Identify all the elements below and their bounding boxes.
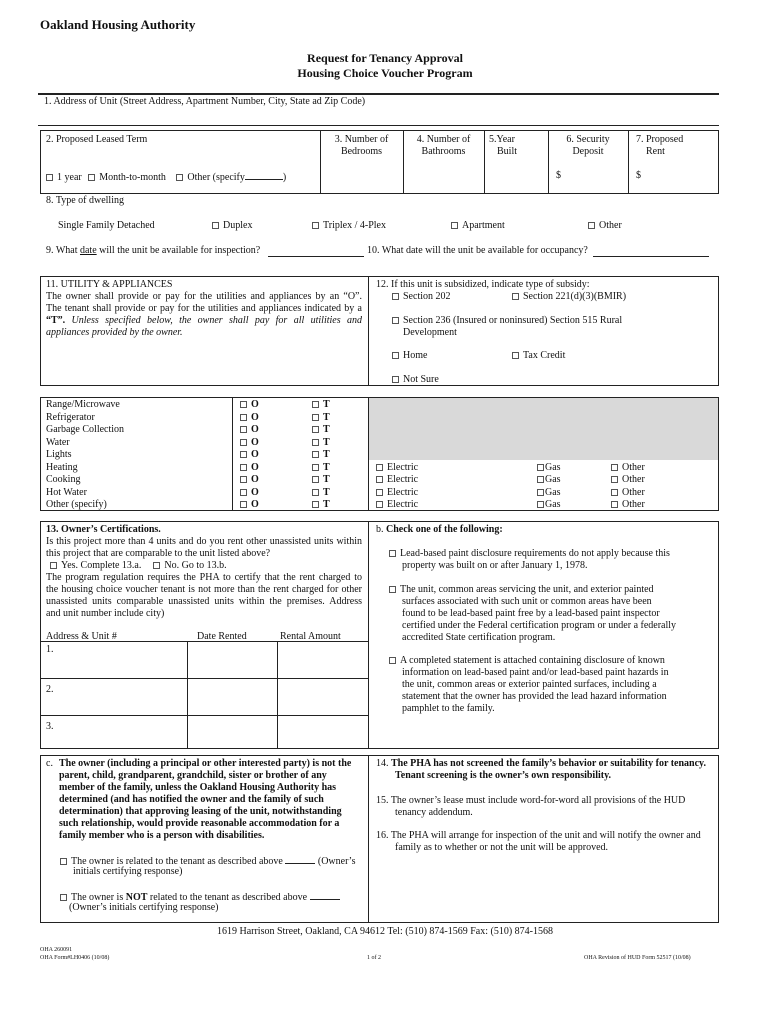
page-number: 1 of 2 — [367, 955, 381, 961]
q13-no-label: No. Go to 13.b. — [164, 560, 227, 571]
q6-label1: 6. Security — [566, 134, 610, 145]
utility-row-label: Hot Water — [46, 487, 87, 498]
q10-label: 10. What date will the unit be available for occupancy? — [367, 245, 588, 256]
utility-row-label: Heating — [46, 462, 78, 473]
related-label2: initials certifying response) — [73, 866, 183, 877]
checkbox-electric[interactable] — [376, 464, 383, 471]
utility-tenant-option: T — [312, 462, 330, 474]
fuel-gas: Gas — [537, 462, 561, 474]
utilities-shaded-area — [369, 398, 718, 460]
checkbox-fuel-other[interactable] — [611, 501, 618, 508]
checkbox-owner[interactable] — [240, 426, 247, 433]
dwelling-single-family: Single Family Detached — [58, 220, 155, 231]
utility-tenant-option: T — [312, 412, 330, 424]
q13c-text: The owner (including a principal or other interested party) is not the parent, child, grandparent, grandchild, sister or brother of any member of the family, unless the Oakland Housing Authority has determined (and has notified the owner and the family of such determination) that approving leasing of the unit, notwithstanding such relationship, would provide reasonable accommodation for a family member who is a person with disabilities. — [59, 758, 352, 841]
q15-line1: 15. The owner’s lease must include word-for-word all provisions of the HUD — [376, 795, 686, 806]
utility-owner-option: O — [240, 424, 259, 436]
q13-heading: 13. Owner’s Certifications. — [46, 524, 161, 535]
checkbox-tenant[interactable] — [312, 476, 319, 483]
notrel-label-c: related to the tenant as described above — [147, 892, 308, 903]
rent-dollar: $ — [636, 170, 641, 181]
checkbox-tenant[interactable] — [312, 451, 319, 458]
related-label: The owner is related to the tenant as described above — [71, 856, 283, 867]
checkbox-electric[interactable] — [376, 476, 383, 483]
rule — [38, 125, 719, 126]
checkbox-electric[interactable] — [376, 489, 383, 496]
q13c-prefix: c. — [46, 758, 53, 769]
inspection-date-input[interactable] — [268, 256, 364, 257]
home-label: Home — [403, 350, 428, 361]
checkbox-13-yes[interactable] — [50, 562, 57, 569]
notrel-label-a: The owner is — [71, 892, 126, 903]
utility-row-label: Cooking — [46, 474, 81, 485]
fuel-electric: Electric — [376, 474, 418, 486]
checkbox-fuel-other[interactable] — [611, 464, 618, 471]
duplex-label: Duplex — [223, 220, 253, 231]
q14-line2: Tenant screening is the owner’s own responsibility. — [395, 770, 612, 781]
utility-tenant-option: T — [312, 499, 330, 511]
notrel-label-not: NOT — [125, 892, 148, 903]
checkbox-tax-credit[interactable] — [512, 352, 519, 359]
checkbox-not-sure[interactable] — [392, 376, 399, 383]
q15-line2: tenancy addendum. — [395, 807, 473, 818]
utility-tenant-option: T — [312, 449, 330, 461]
col-address: Address & Unit # — [46, 631, 117, 642]
utility-tenant-option: T — [312, 487, 330, 499]
utility-owner-option: O — [240, 462, 259, 474]
checkbox-gas[interactable] — [537, 464, 544, 471]
fuel-gas: Gas — [537, 499, 561, 511]
utility-owner-option: O — [240, 499, 259, 511]
s221-label: Section 221(d)(3)(BMIR) — [523, 291, 627, 302]
checkbox-lead-exempt[interactable] — [389, 550, 396, 557]
checkbox-owner[interactable] — [240, 501, 247, 508]
col-date-rented: Date Rented — [197, 631, 247, 642]
dwelling-duplex — [212, 220, 252, 232]
utility-owner-option: O — [240, 474, 259, 486]
q2-label: 2. Proposed Leased Term — [46, 134, 148, 145]
q16-line2: family as to whether or not the unit will be approved. — [395, 842, 609, 853]
utility-row-label: Water — [46, 437, 70, 448]
other-dwelling-label: Other — [599, 220, 622, 231]
checkbox-duplex[interactable] — [212, 222, 219, 229]
s202-label: Section 202 — [403, 291, 451, 302]
checkbox-owner[interactable] — [240, 401, 247, 408]
checkbox-owner[interactable] — [240, 451, 247, 458]
q3-label2: Bedrooms — [340, 146, 383, 157]
checkbox-owner[interactable] — [240, 439, 247, 446]
checkbox-home[interactable] — [392, 352, 399, 359]
form-number: OHA 260091 — [40, 947, 73, 953]
deposit-dollar: $ — [556, 170, 561, 181]
checkbox-owner[interactable] — [240, 476, 247, 483]
term-mtm-label: Month-to-month — [99, 172, 166, 183]
checkbox-13-no[interactable] — [153, 562, 160, 569]
utility-tenant-option: T — [312, 437, 330, 449]
checkbox-1-year[interactable] — [46, 174, 53, 181]
lead-opt1-line2: property was built on or after January 1, 1978. — [402, 560, 588, 571]
comparable-row-1: 1. — [46, 644, 54, 655]
q5-label1: 5.Year — [489, 134, 515, 145]
checkbox-tenant[interactable] — [312, 489, 319, 496]
q3-label1: 3. Number of — [334, 134, 389, 145]
form-title: Request for Tenancy Approval — [307, 51, 463, 65]
checkbox-gas[interactable] — [537, 476, 544, 483]
not-sure-label: Not Sure — [403, 374, 439, 385]
q13-regulation: The program regulation requires the PHA to certify that the rent charged to the housing choice voucher tenant is not more than the rent charged for other unassisted units comparable unassisted units within the premises. Address and unit number include city) — [46, 572, 362, 619]
checkbox-tenant[interactable] — [312, 401, 319, 408]
q6-label2: Deposit — [572, 146, 604, 157]
footer-address: 1619 Harrison Street, Oakland, CA 94612 Tel: (510) 874-1569 Fax: (510) 874-1568 — [216, 926, 553, 937]
utility-owner-option: O — [240, 437, 259, 449]
utility-owner-option: O — [240, 487, 259, 499]
utility-row-label: Other (specify) — [46, 499, 107, 510]
checkbox-owner-related[interactable] — [60, 858, 67, 865]
utility-owner-option: O — [240, 449, 259, 461]
checkbox-lead-free[interactable] — [389, 586, 396, 593]
utility-tenant-option: T — [312, 474, 330, 486]
related-label-end: (Owner’s — [317, 856, 356, 867]
lead-opt3-line1: A completed statement is attached containing disclosure of known — [400, 655, 665, 666]
checkbox-triplex[interactable] — [312, 222, 319, 229]
form-subtitle: Housing Choice Voucher Program — [297, 66, 473, 80]
comparable-row-2: 2. — [46, 684, 54, 695]
utility-row-label: Range/Microwave — [46, 399, 120, 410]
checkbox-other-dwelling[interactable] — [588, 222, 595, 229]
revision-note: OHA Revision of HUD Form 52517 (10/08) — [584, 955, 691, 961]
fuel-other: Other — [611, 487, 645, 499]
term-1yr-label: 1 year — [57, 172, 82, 183]
q4-label1: 4. Number of — [416, 134, 471, 145]
address-input[interactable] — [150, 108, 710, 122]
apartment-label: Apartment — [462, 220, 505, 231]
checkbox-gas[interactable] — [537, 489, 544, 496]
checkbox-tenant[interactable] — [312, 439, 319, 446]
utility-row-label: Refrigerator — [46, 412, 95, 423]
q11-heading: 11. UTILITY & APPLIANCES — [46, 279, 173, 290]
lead-opt2-rest: surfaces associated with such unit or common areas have been found to be lead-based paint free by a lead-based paint inspector certified under the Federal certification program or under a federally accredited State certification program. — [402, 596, 677, 643]
checkbox-section-202[interactable] — [392, 293, 399, 300]
s236-label2: Development — [403, 327, 457, 338]
checkbox-owner-not-related[interactable] — [60, 894, 67, 901]
checkbox-apartment[interactable] — [451, 222, 458, 229]
q14-line1: The PHA has not screened the family’s behavior or suitability for tenancy. — [391, 758, 707, 769]
q12-heading: 12. If this unit is subsidized, indicate type of subsidy: — [376, 279, 590, 290]
q7-label1: 7. Proposed — [636, 134, 684, 145]
checkbox-fuel-other[interactable] — [611, 489, 618, 496]
q13-yes-label: Yes. Complete 13.a. — [61, 560, 142, 571]
rule — [38, 93, 719, 95]
fuel-electric: Electric — [376, 462, 418, 474]
q13b-prefix: b. — [376, 524, 386, 535]
q13b-heading: Check one of the following: — [386, 524, 503, 535]
checkbox-owner[interactable] — [240, 489, 247, 496]
checkbox-section-236[interactable] — [392, 317, 399, 324]
term-other-input[interactable] — [245, 170, 283, 180]
q9-label: 9. What date will the unit be available for inspection? — [46, 245, 261, 256]
dwelling-other — [588, 220, 622, 232]
notrel-label2: (Owner’s initials certifying response) — [69, 902, 219, 913]
term-options — [46, 170, 286, 184]
fuel-gas: Gas — [537, 474, 561, 486]
term-other-label: Other (specify — [187, 172, 245, 183]
utility-tenant-option: T — [312, 399, 330, 411]
checkbox-fuel-other[interactable] — [611, 476, 618, 483]
q13-question: Is this project more than 4 units and do you rent other unassisted units within this project that are comparable to the unit listed above? — [46, 536, 362, 559]
checkbox-tenant[interactable] — [312, 426, 319, 433]
org-name: Oakland Housing Authority — [40, 17, 196, 32]
lead-opt1-line1: Lead-based paint disclosure requirements do not apply because this — [400, 548, 670, 559]
occupancy-date-input[interactable] — [593, 256, 709, 257]
fuel-electric: Electric — [376, 487, 418, 499]
utility-row-label: Lights — [46, 449, 72, 460]
q14-num: 14. — [376, 758, 391, 769]
checkbox-gas[interactable] — [537, 501, 544, 508]
utility-row-label: Garbage Collection — [46, 424, 125, 435]
col-rental-amount: Rental Amount — [280, 631, 341, 642]
comparable-row-3: 3. — [46, 721, 54, 732]
checkbox-section-221[interactable] — [512, 293, 519, 300]
checkbox-tenant[interactable] — [312, 501, 319, 508]
dwelling-apartment — [451, 220, 505, 232]
notrel-initials-input[interactable] — [310, 890, 340, 900]
q11-text: The owner shall provide or pay for the utilities and appliances by an “O”. The tenant shall provide or pay for the utilities and appliances indicated by a “T”. Unless specified below, the owner shall pay for all utilities and appliances provided by the owner. — [46, 291, 362, 338]
checkbox-tenant[interactable] — [312, 414, 319, 421]
fuel-other: Other — [611, 462, 645, 474]
checkbox-other-term[interactable] — [176, 174, 183, 181]
q16-line1: 16. The PHA will arrange for inspection of the unit and will notify the owner and — [376, 830, 701, 841]
checkbox-tenant[interactable] — [312, 464, 319, 471]
checkbox-lead-disclosure[interactable] — [389, 657, 396, 664]
lead-opt2-line1: The unit, common areas servicing the unit, and exterior painted — [400, 584, 654, 595]
fuel-electric: Electric — [376, 499, 418, 511]
q7-label2: Rent — [646, 146, 665, 157]
checkbox-electric[interactable] — [376, 501, 383, 508]
q4-label2: Bathrooms — [421, 146, 466, 157]
checkbox-owner[interactable] — [240, 464, 247, 471]
utility-owner-option: O — [240, 412, 259, 424]
checkbox-month-to-month[interactable] — [88, 174, 95, 181]
term-other-close: ) — [282, 172, 287, 183]
utility-owner-option: O — [240, 399, 259, 411]
fuel-gas: Gas — [537, 487, 561, 499]
related-initials-input[interactable] — [285, 854, 315, 864]
fuel-other: Other — [611, 499, 645, 511]
checkbox-owner[interactable] — [240, 414, 247, 421]
q8-label: 8. Type of dwelling — [46, 195, 124, 206]
utility-tenant-option: T — [312, 424, 330, 436]
dwelling-triplex — [312, 220, 386, 232]
q1-label: 1. Address of Unit (Street Address, Apartment Number, City, State ad Zip Code) — [44, 96, 366, 107]
tax-credit-label: Tax Credit — [523, 350, 566, 361]
lead-opt3-rest: information on lead-based paint and/or lead-based paint hazards in the unit, common areas or exterior painted surfaces, including a statement that the owner has provided the lead hazard information pamphlet to the family. — [402, 667, 669, 714]
s236-label: Section 236 (Insured or noninsured) Section 515 Rural — [403, 315, 623, 326]
q5-label2: Built — [497, 146, 518, 157]
form-number-2: OHA Form#LH0406 (10/08) — [40, 955, 110, 961]
triplex-label: Triplex / 4-Plex — [323, 220, 386, 231]
fuel-other: Other — [611, 474, 645, 486]
